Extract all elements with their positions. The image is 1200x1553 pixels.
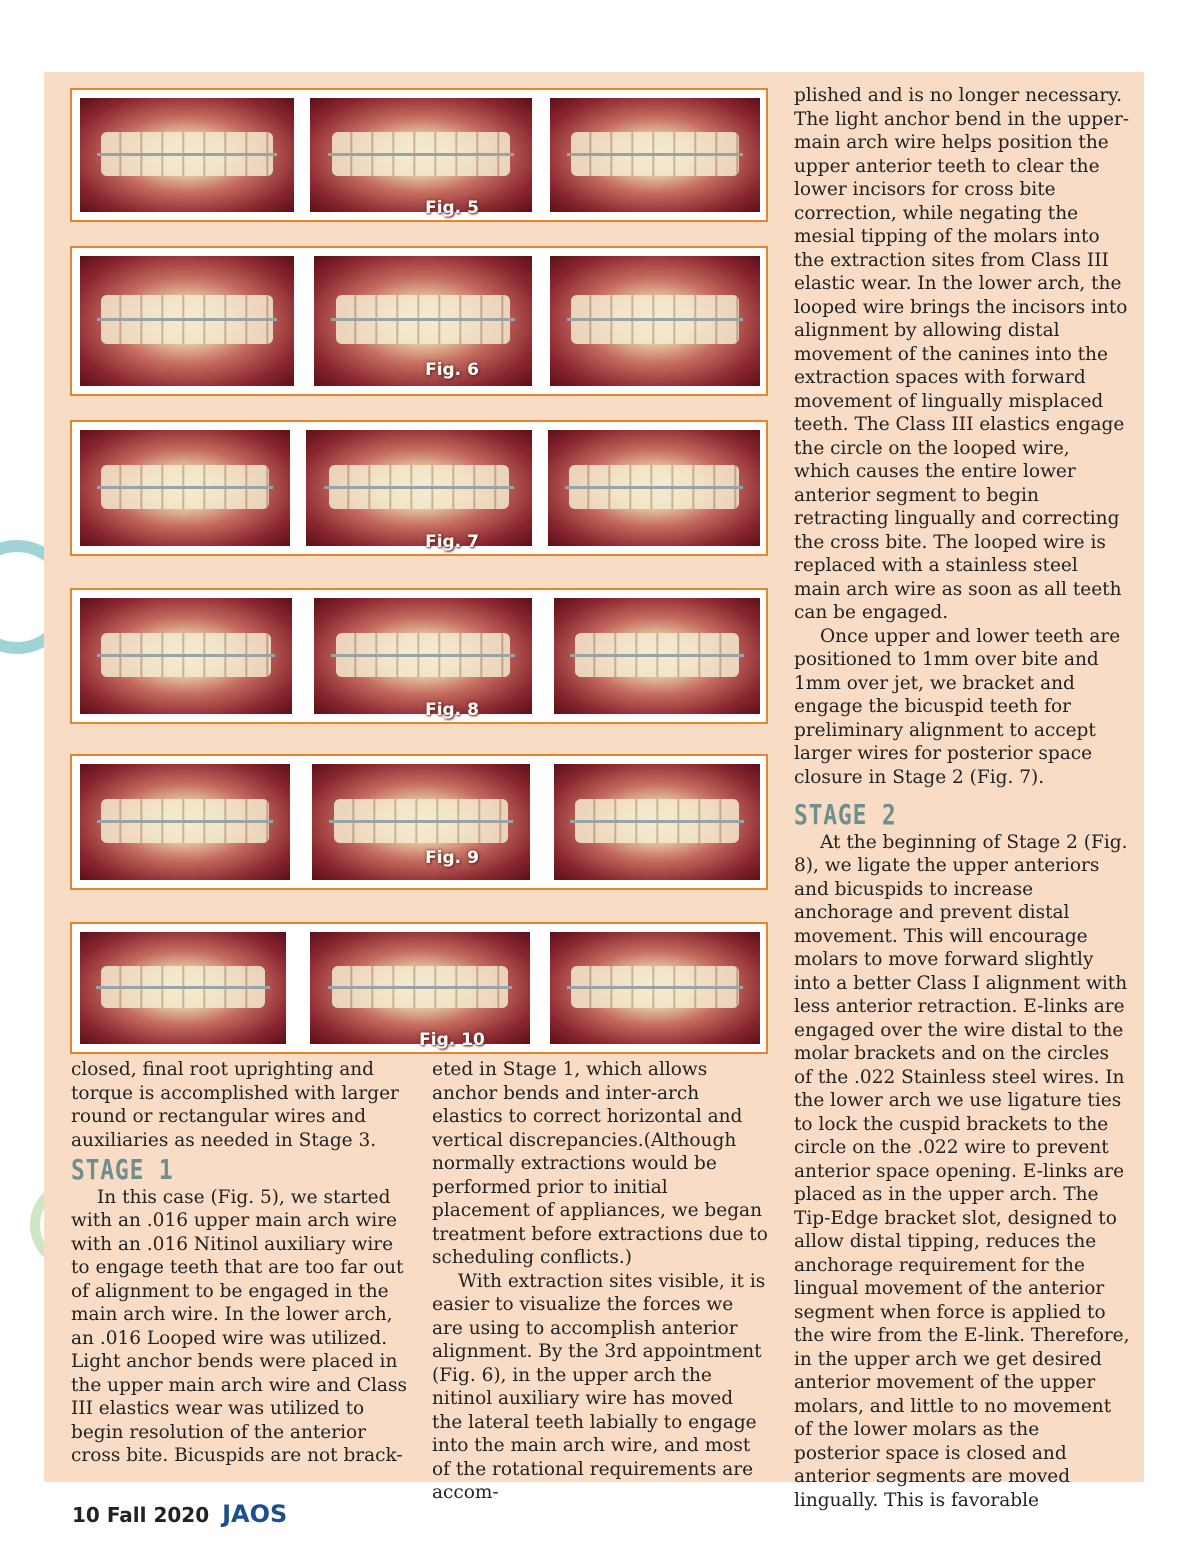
issue-date: Fall 2020 xyxy=(106,1503,210,1527)
paragraph: eted in Stage 1, which allows anchor bends and inter-arch elastics to correct horizontal and vertical discrepancies.(Although normally extractions would be performed prior to initial placement of appliances, we began treatment before extractions due to scheduling conflicts.) xyxy=(432,1059,768,1268)
figure-photo-front xyxy=(310,98,532,212)
figure-photo-right-side xyxy=(80,598,292,714)
column-2 xyxy=(432,1058,768,1505)
figure-caption: Fig. 10 xyxy=(419,1030,485,1050)
paragraph: Once upper and lower teeth are positioned to 1mm over bite and 1mm over jet, we bracket and engage the bicuspid teeth for preliminary alignment to accept larger wires for posterior space closure in Stage 2 (Fig. 7). xyxy=(794,625,1121,788)
page-footer xyxy=(72,1500,287,1528)
figure-photo-left-side xyxy=(550,256,760,386)
journal-name: JAOS xyxy=(222,1500,288,1528)
figure-7 xyxy=(70,420,768,556)
figure-photo-right-side xyxy=(80,256,294,386)
figure-photo-right-side xyxy=(80,764,290,880)
figure-photo-left-side xyxy=(550,98,760,212)
figure-photo-left-side xyxy=(554,764,760,880)
figure-caption: Fig. 7 xyxy=(425,532,479,552)
paragraph: closed, final root uprighting and torque is accomplished with larger round or rectangular wires and auxiliaries as needed in Stage 3. xyxy=(71,1059,399,1151)
figure-5 xyxy=(70,88,768,222)
figure-photo-front xyxy=(314,598,532,714)
paragraph: plished and is no longer necessary. The light anchor bend in the upper-main arch wire helps position the upper anterior teeth to clear the lower incisors for cross bite correction, while negating the mesial tipping of the molars into the extraction sites from Class III elastic wear. In the lower arch, the looped wire brings the incisors into alignment by allowing distal movement of the canines into the extraction spaces with forward movement of lingually misplaced teeth. The Class III elastics engage the circle on the looped wire, which causes the entire lower anterior segment to begin retracting lingually and correcting the cross bite. The looped wire is replaced with a stainless steel main arch wire as soon as all teeth can be engaged. xyxy=(794,85,1130,623)
figure-photo-right-side xyxy=(80,98,294,212)
column-1 xyxy=(71,1058,407,1468)
figure-caption: Fig. 8 xyxy=(425,700,479,720)
figure-photo-left-side xyxy=(550,932,760,1044)
figure-6 xyxy=(70,246,768,396)
figure-photo-right-side xyxy=(80,932,286,1044)
section-heading: STAGE 2 xyxy=(794,798,897,831)
figure-10 xyxy=(70,922,768,1054)
figure-caption: Fig. 5 xyxy=(425,198,479,218)
figure-photo-front xyxy=(306,430,532,546)
paragraph: With extraction sites visible, it is easier to visualize the forces we are using to accomplish anterior alignment. By the 3rd appointment (Fig. 6), in the upper arch the nitinol auxiliary wire has moved the lateral teeth labially to engage into the main arch wire, and most of the rotational requirements are accom- xyxy=(432,1270,766,1503)
column-3 xyxy=(794,84,1130,1512)
figure-caption: Fig. 6 xyxy=(425,360,479,380)
paragraph: In this case (Fig. 5), we started with an .016 upper main arch wire with an .016 Nitinol auxiliary wire to engage teeth that are too far out of alignment to be engaged in the main arch wire. In the lower arch, an .016 Looped wire was utilized. Light anchor bends were placed in the upper main arch wire and Class III elastics wear was utilized to begin resolution of the anterior cross bite. Bicuspids are not brack- xyxy=(71,1186,407,1466)
paragraph: At the beginning of Stage 2 (Fig. 8), we ligate the upper anteriors and bicuspids to increase anchorage and prevent distal movement. This will encourage molars to move forward slightly into a better Class I alignment with less anterior retraction. E-links are engaged over the wire distal to the molar brackets and on the circles of the .022 Stainless steel wires. In the lower arch we use ligature ties to lock the cuspid brackets to the circle on the .022 wire to prevent anterior space opening. E-links are placed as in the upper arch. The Tip-Edge bracket slot, designed to allow distal tipping, reduces the anchorage requirement for the lingual movement of the anterior segment when force is applied to the wire from the E-link. Therefore, in the upper arch we get desired anterior movement of the upper molars, and little to no movement of the lower molars as the posterior space is closed and anterior segments are moved lingually. This is favorable xyxy=(794,831,1130,1511)
section-heading: STAGE 1 xyxy=(71,1153,174,1186)
figure-9 xyxy=(70,754,768,890)
figure-photo-front xyxy=(310,932,530,1044)
page-number: 10 xyxy=(72,1503,100,1527)
figure-8 xyxy=(70,588,768,724)
figure-photo-right-side xyxy=(80,430,290,546)
figure-photo-left-side xyxy=(548,430,760,546)
figure-caption: Fig. 9 xyxy=(425,848,479,868)
figure-photo-left-side xyxy=(554,598,760,714)
